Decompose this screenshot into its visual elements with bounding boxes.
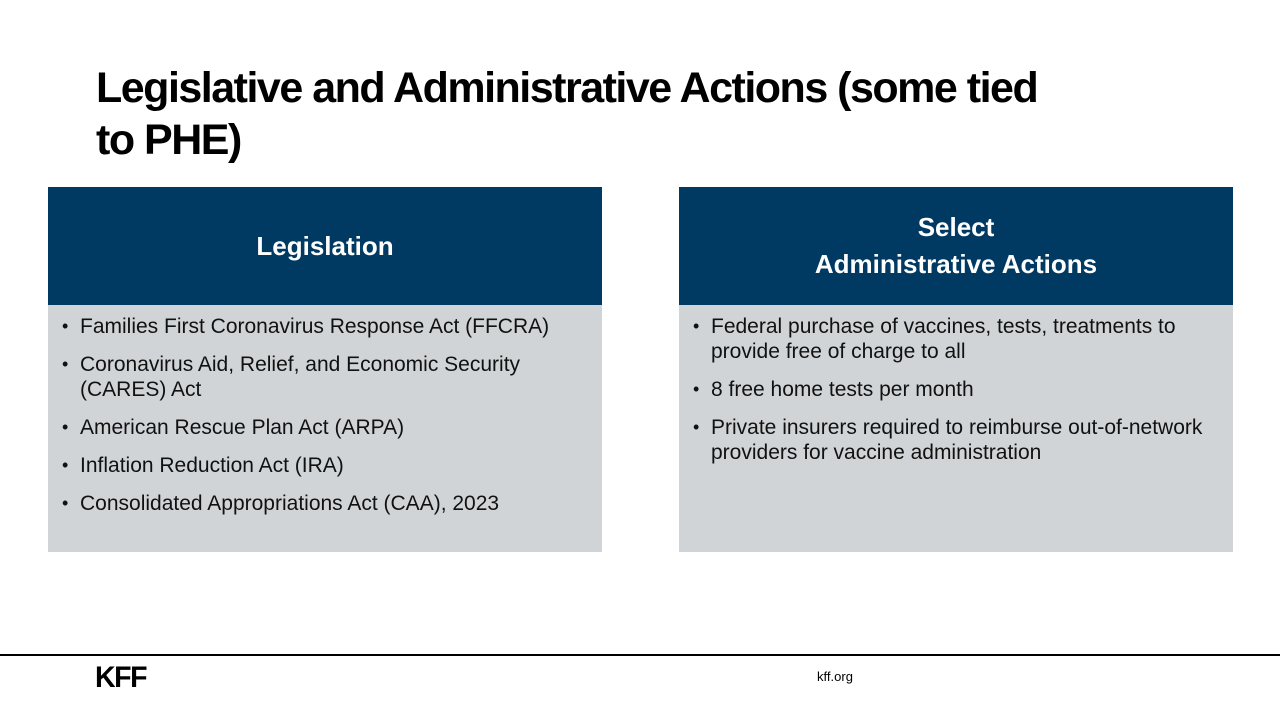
list-item: [60, 491, 594, 516]
slide-title: [96, 62, 1200, 166]
list-item-text: Families First Coronavirus Response Act (FFCRA): [80, 315, 550, 338]
legislation-column: [48, 187, 602, 552]
admin-actions-header: [679, 187, 1233, 305]
list-item-text: American Rescue Plan Act (ARPA): [80, 416, 405, 439]
bullet-marker: •: [62, 455, 69, 475]
admin-actions-list: [679, 305, 1233, 552]
list-item-text: Federal purchase of vaccines, tests, treatments to provide free of charge to all: [711, 315, 1176, 363]
list-item: [691, 314, 1225, 364]
footer-site-text: kff.org: [817, 669, 853, 684]
list-item-text: Inflation Reduction Act (IRA): [80, 454, 344, 477]
bullet-marker: •: [62, 493, 69, 513]
slide-title-line-2: to PHE): [96, 116, 241, 164]
legislation-header-label: Legislation: [256, 230, 394, 261]
admin-actions-header-line-1: Select: [917, 212, 995, 242]
list-item-text: Consolidated Appropriations Act (CAA), 2023: [80, 492, 500, 515]
bullet-marker: •: [693, 379, 700, 399]
admin-actions-header-line-2: Administrative Actions: [814, 249, 1098, 279]
list-item: [691, 377, 1225, 402]
legislation-list: [48, 305, 602, 552]
list-item: [691, 415, 1225, 465]
list-item-text: Coronavirus Aid, Relief, and Economic Security (CARES) Act: [80, 353, 521, 401]
bullet-marker: •: [693, 417, 700, 437]
legislation-header: [48, 187, 602, 305]
kff-logo: KFF: [95, 661, 147, 694]
bullet-marker: •: [62, 354, 69, 374]
bullet-marker: •: [693, 316, 700, 336]
list-item: [60, 352, 594, 402]
bullet-marker: •: [62, 417, 69, 437]
list-item-text: 8 free home tests per month: [711, 378, 974, 401]
footer-divider: [0, 654, 1280, 656]
admin-actions-column: [679, 187, 1233, 552]
list-item-text: Private insurers required to reimburse out-of-network providers for vaccine administration: [711, 416, 1203, 464]
list-item: [60, 415, 594, 440]
bullet-marker: •: [62, 316, 69, 336]
list-item: [60, 314, 594, 339]
slide-title-line-1: Legislative and Administrative Actions (some tied: [96, 64, 1038, 112]
list-item: [60, 453, 594, 478]
